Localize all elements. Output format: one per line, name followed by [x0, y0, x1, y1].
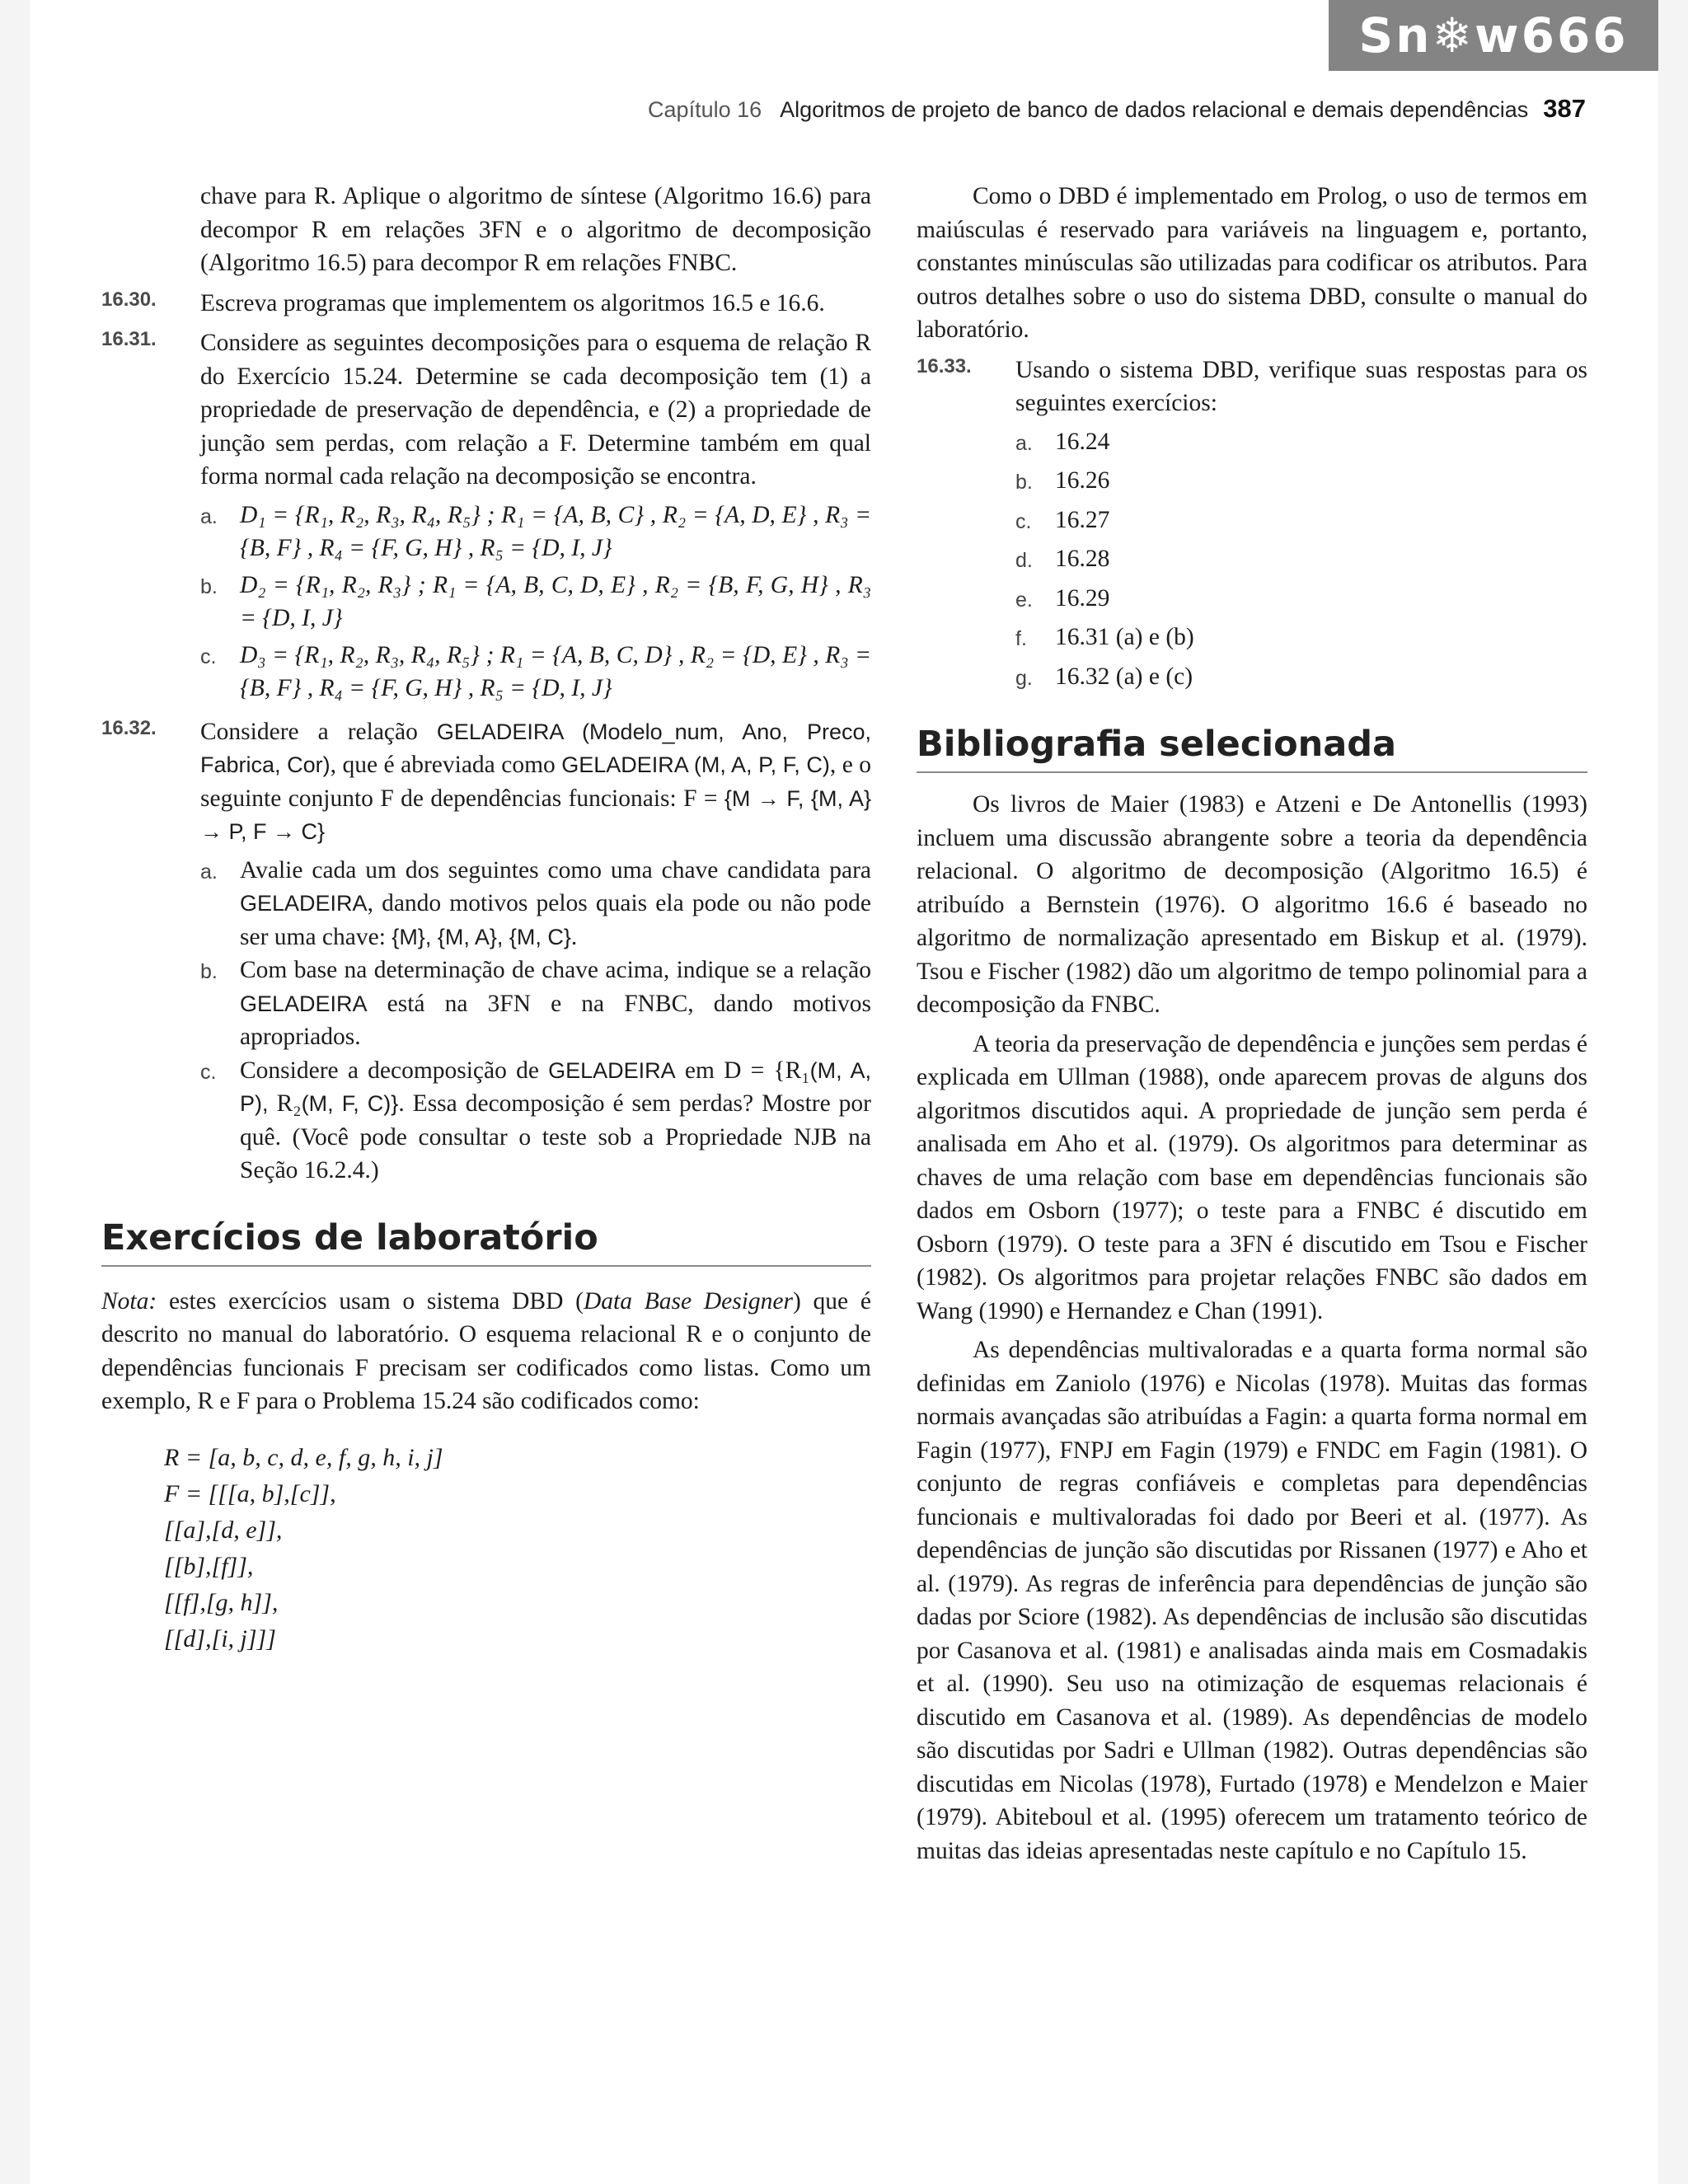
right-column	[917, 180, 1587, 1868]
list-item: f. 16.31 (a) e (b)	[1015, 624, 1194, 650]
list-item: e. 16.29	[1015, 584, 1110, 612]
exercise-text: Escreva programas que implementem os algoritmos 16.5 e 16.6.	[200, 289, 825, 316]
exercise-continuation: chave para R. Aplique o algoritmo de síntese (Algoritmo 16.6) para decompor R em relações 3FN e o algoritmo de decomposição (Algoritmo 16.5) para decompor R em relações FNBC.	[200, 183, 871, 276]
exercise-text: Considere a relação GELADEIRA (Modelo_num, Ano, Preco, Fabrica, Cor), que é abreviada como GELADEIRA (M, A, P, F, C), e o seguinte conjunto F de dependências funcionais: F = {M → F, {M, A} → P, F → C}	[200, 718, 872, 844]
code-line: F = [[[a, b],[c]],	[164, 1479, 336, 1507]
code-block	[101, 1440, 871, 1657]
code-line: [[b],[f]],	[164, 1552, 254, 1580]
chapter-label: Capítulo 16	[648, 97, 762, 122]
lab-note: Nota: estes exercícios usam o sistema DBD (Data Base Designer) que é descrito no manual do laboratório. O esquema relacional R e o conjunto de dependências funcionais F precisam ser codificados como listas. Como um exemplo, R e F para o Problema 15.24 são codificados como:	[101, 1287, 871, 1414]
list-item: d. 16.28	[1015, 546, 1110, 572]
bibliography-paragraph: Os livros de Maier (1983) e Atzeni e De Antonellis (1993) incluem uma discussão abrangente sobre a teoria da dependência relacional. O algoritmo de decomposição (Algoritmo 16.5) é atribuído a Bernstein (1976). O algoritmo 16.6 é baseado no algoritmo de normalização apresentado em Biskup et al. (1979). Tsou e Fischer (1982) dão um algoritmo de tempo polinomial para a decomposição da FNBC.	[917, 791, 1587, 1018]
list-item: c. 16.27	[1015, 506, 1110, 533]
exercise-list	[1015, 425, 1587, 696]
bibliography-paragraph: As dependências multivaloradas e a quarta forma normal são definidas em Zaniolo (1976) e Nicolas (1978). Muitas das formas normais avançadas são atribuídas a Fagin: a quarta forma normal em Fagin (1977), FNPJ em Fagin (1979) e FNDC em Fagin (1981). O conjunto de regras confiáveis e completas para dependências funcionais e multivaloradas foi dado por Beeri et al. (1977). As dependências de junção são discutidas por Rissanen (1977) e Aho et al. (1979). As regras de inferência para dependências de junção são dadas por Sciore (1982). As dependências de inclusão são discutidas por Casanova et al. (1981) e analisadas ainda mais em Cosmadakis et al. (1990). Seu uso na otimização de esquemas relacionais é discutido em Casanova et al. (1989). As dependências de modelo são discutidas por Sadri e Ullman (1982). Outras dependências são discutidas em Nicolas (1978), Furtado (1978) e Mendelzon e Maier (1979). Abiteboul et al. (1995) oferecem um tratamento teórico de muitas das ideias apresentadas neste capítulo e no Capítulo 15.	[917, 1337, 1587, 1864]
question-list	[200, 854, 871, 1188]
list-item: g. 16.32 (a) e (c)	[1015, 663, 1193, 690]
code-line: [[d],[i, j]]]	[164, 1624, 276, 1652]
exercise-16-33	[917, 354, 1587, 700]
code-line: R = [a, b, c, d, e, f, g, h, i, j]	[164, 1443, 443, 1471]
list-item: b. Com base na determinação de chave acima, indique se a relação GELADEIRA está na 3FN e na FNBC, dando motivos apropriados.	[200, 957, 871, 1050]
section-title: Exercícios de laboratório	[101, 1217, 871, 1267]
chapter-title: Algoritmos de projeto de banco de dados relacional e demais dependências	[780, 97, 1529, 122]
bibliography-paragraph: A teoria da preservação de dependência e junções sem perdas é explicada em Ullman (1988), onde aparecem provas de alguns dos algoritmos discutidos aqui. A propriedade de junção sem perda é analisada em Aho et al. (1979). Os algoritmos para determinar as chaves de uma relação com base em dependências funcionais são dados em Osborn (1977); o teste para a FNBC é discutido em Osborn (1979). O teste para a 3FN é discutido em Tsou e Fischer (1982). Os algoritmos para projetar relações FNBC são dados em Wang (1990) e Hernandez e Chan (1991).	[917, 1030, 1587, 1324]
exercise-text: Usando o sistema DBD, verifique suas respostas para os seguintes exercícios:	[1015, 356, 1587, 416]
exercise-16-32	[101, 715, 872, 1188]
page-number: 387	[1543, 94, 1586, 123]
list-item: b. 16.26	[1015, 467, 1110, 494]
exercise-number: 16.30.	[101, 288, 157, 311]
exercise-16-31	[101, 326, 871, 709]
exercise-16-30	[101, 287, 871, 321]
list-item: c. Considere a decomposição de GELADEIRA em D = {R₁(M, A, P), R₂(M, F, C)}. Essa decomposição é sem perdas? Mostre por quê. (Você pode consultar o teste sob a Propriedade NJB na Seção 16.2.4.)	[200, 1057, 871, 1183]
exercise-number: 16.31.	[101, 328, 157, 350]
code-line: [[a],[d, e]],	[164, 1516, 283, 1544]
decomposition-list	[200, 499, 871, 705]
dbd-paragraph: Como o DBD é implementado em Prolog, o uso de termos em maiúsculas é reservado para variáveis na linguagem e, portanto, constantes minúsculas são utilizadas para codificar os atributos. Para outros detalhes sobre o uso do sistema DBD, consulte o manual do laboratório.	[917, 183, 1587, 343]
lab-section	[101, 1217, 871, 1657]
code-line: [[f],[g, h]],	[164, 1588, 279, 1616]
book-page	[30, 0, 1658, 2184]
exercise-number: 16.32.	[101, 716, 157, 739]
running-header	[491, 94, 1586, 124]
list-item: a. D₁ = {R₁, R₂, R₃, R₄, R₅} ; R₁ = {A, B, C} , R₂ = {A, D, E} , R₃ = {B, F} , R₄ = {F, G, H} , R₅ = {D, I, J}	[200, 501, 871, 561]
section-title: Bibliografia selecionada	[917, 724, 1587, 773]
watermark-logo: Sn❄w666	[1329, 0, 1658, 71]
bibliography-section	[917, 724, 1587, 1868]
list-item: c. D₃ = {R₁, R₂, R₃, R₄, R₅} ; R₁ = {A, B, C, D} , R₂ = {D, E} , R₃ = {B, F} , R₄ = {F, G, H} , R₅ = {D, I, J}	[200, 641, 871, 701]
exercise-text: Considere as seguintes decomposições para o esquema de relação R do Exercício 15.24. Determine se cada decomposição tem (1) a propriedade de preservação de dependência, e (2) a propriedade de junção sem perdas, com relação a F. Determine também em qual forma normal cada relação na decomposição se encontra.	[200, 330, 871, 490]
list-item: a. 16.24	[1015, 428, 1110, 455]
left-column	[101, 180, 872, 1657]
list-item: a. Avalie cada um dos seguintes como uma chave candidata para GELADEIRA, dando motivos pelos quais ela pode ou não pode ser uma chave: {M}, {M, A}, {M, C}.	[200, 856, 871, 950]
list-item: b. D₂ = {R₁, R₂, R₃} ; R₁ = {A, B, C, D, E} , R₂ = {B, F, G, H} , R₃ = {D, I, J}	[200, 571, 871, 631]
exercise-number: 16.33.	[917, 354, 972, 377]
